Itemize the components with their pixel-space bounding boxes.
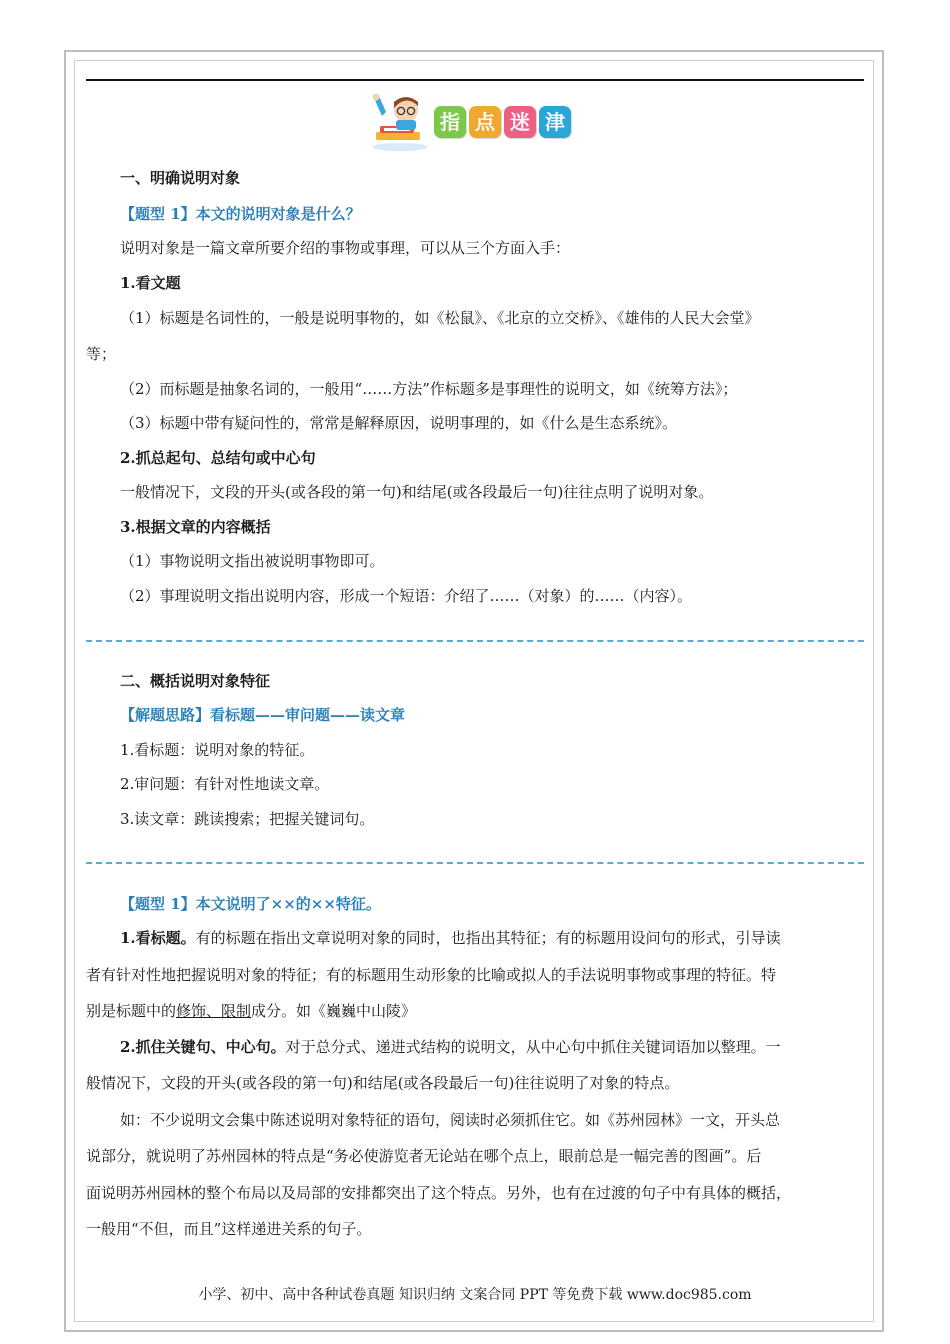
section2-step3: 3.读文章：跳读搜索；把握关键词句。 — [120, 810, 375, 828]
section3-p1-l3b: 成分。如《巍巍中山陵》 — [251, 1002, 417, 1020]
section3-p1-line1 — [120, 928, 900, 948]
section3-p2-lead: 2.抓住关键句、中心句。 — [120, 1038, 286, 1056]
section3-p2-line1 — [120, 1037, 900, 1057]
badge-tile-4: 津 — [539, 106, 571, 138]
section1-sub1-p1b: 等； — [86, 345, 117, 363]
section1-question-type: 【题型 1】本文的说明对象是什么？ — [120, 205, 361, 223]
section2-step1: 1.看标题：说明对象的特征。 — [120, 741, 315, 759]
section3-p1-lead: 1.看标题。 — [120, 929, 196, 947]
section3-p3-line3: 面说明苏州园林的整个布局以及局部的安排都突出了这个特点。另外，也有在过渡的句子中有具体的概括， — [86, 1184, 792, 1202]
section3-p1-underlined: 修饰、限制 — [176, 1002, 252, 1020]
section3-p2-text: 对于总分式、递进式结构的说明文，从中心句中抓住关键词语加以整理。一 — [285, 1038, 781, 1056]
section1-sub3-p2: （2）事理说明文指出说明内容，形成一个短语：介绍了……（对象）的……（内容）。 — [120, 587, 693, 605]
section3-question-type: 【题型 1】本文说明了××的××特征。 — [120, 895, 381, 913]
section3-p3-line1: 如：不少说明文会集中陈述说明对象特征的语句，阅读时必须抓住它。如《苏州园林》一文，开头总 — [120, 1111, 781, 1129]
section1-sub3-p1: （1）事物说明文指出被说明事物即可。 — [120, 552, 385, 570]
section-divider-1 — [86, 640, 864, 642]
badge-tiles — [434, 106, 571, 138]
section1-sub3-title: 3.根据文章的内容概括 — [120, 518, 271, 536]
section1-sub1-p2: （2）而标题是抽象名词的，一般用“……方法”作标题多是事理性的说明文，如《统筹方法》； — [120, 380, 738, 398]
badge-tile-1: 指 — [434, 106, 466, 138]
section3-p3-line4: 一般用“不但，而且”这样递进关系的句子。 — [86, 1220, 372, 1238]
section1-sub2-title: 2.抓总起句、总结句或中心句 — [120, 449, 316, 467]
section3-p1-text: 有的标题在指出文章说明对象的同时，也指出其特征；有的标题用设问句的形式，引导读 — [195, 929, 781, 947]
guidance-badge — [370, 92, 590, 152]
section1-sub1-p1a: （1）标题是名词性的，一般是说明事物的，如《松鼠》、《北京的立交桥》、《雄伟的人民大会堂》 — [120, 309, 760, 327]
section1-sub1-p3: （3）标题中带有疑问性的，常常是解释原因，说明事理的，如《什么是生态系统》。 — [120, 414, 678, 432]
section3-p1-line3 — [86, 1001, 866, 1021]
badge-tile-2: 点 — [469, 106, 501, 138]
section2-step2: 2.审问题：有针对性地读文章。 — [120, 775, 330, 793]
section3-p1-l3a: 别是标题中的 — [86, 1002, 177, 1020]
section2-approach: 【解题思路】看标题——审问题——读文章 — [120, 706, 406, 724]
section1-intro: 说明对象是一篇文章所要介绍的事物或事理，可以从三个方面入手： — [120, 239, 571, 257]
student-reading-icon — [370, 92, 434, 152]
section3-p2-line2: 般情况下，文段的开头(或各段的第一句)和结尾(或各段最后一句)往往说明了对象的特点。 — [86, 1074, 680, 1092]
header-rule — [86, 79, 864, 81]
section-divider-2 — [86, 862, 864, 864]
footer-text: 小学、初中、高中各种试卷真题 知识归纳 文案合同 PPT 等免费下载 www.doc985.com — [198, 1287, 752, 1303]
section1-sub2-p1: 一般情况下，文段的开头(或各段的第一句)和结尾(或各段最后一句)往往点明了说明对象。 — [120, 483, 714, 501]
section3-p1-line2: 者有针对性地把握说明对象的特征；有的标题用生动形象的比喻或拟人的手法说明事物或事理的特征。特 — [86, 966, 777, 984]
section1-sub1-title: 1.看文题 — [120, 274, 181, 292]
badge-tile-3: 迷 — [504, 106, 536, 138]
section3-p3-line2: 说部分，就说明了苏州园林的特点是“务必使游览者无论站在哪个点上，眼前总是一幅完善的图画”。后 — [86, 1147, 762, 1165]
section1-heading: 一、明确说明对象 — [120, 169, 241, 187]
section2-heading: 二、概括说明对象特征 — [120, 672, 271, 690]
